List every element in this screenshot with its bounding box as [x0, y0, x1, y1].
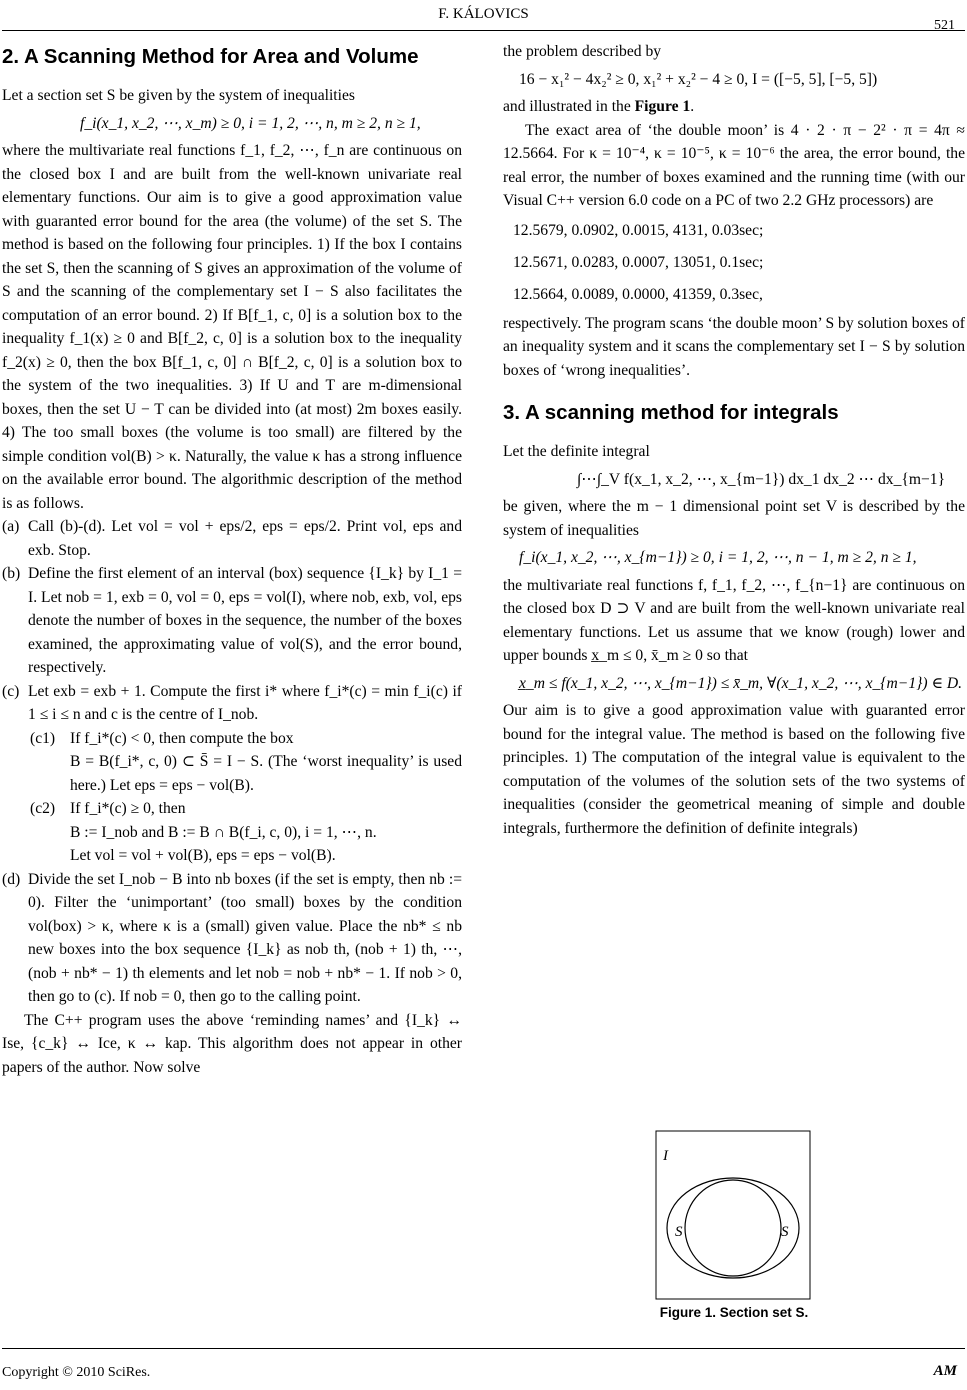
- left-column: [2, 40, 462, 1079]
- result-line: 12.5671, 0.0283, 0.0007, 13051, 0.1sec;: [513, 253, 764, 271]
- label-S-left: S: [675, 1224, 683, 1240]
- page-footer: [2, 1348, 965, 1380]
- label-S-right: S: [781, 1224, 789, 1240]
- paragraph: respectively. The program scans ‘the double moon’ S by solution boxes of an inequality system and it scans the complementary set I − S by solution boxes of ‘wrong inequalities’.: [503, 314, 965, 379]
- algorithm-step-c: (c) Let exb = exb + 1. Compute the first i* where f_i*(c) = min f_i(c) if 1 ≤ i ≤ n and c is the centre of I_nob.: [2, 682, 462, 723]
- equation: ∫⋯∫_V f(x_1, x_2, ⋯, x_{m−1}) dx_1 dx_2 ⋯ dx_{m−1}: [577, 470, 946, 488]
- result-line: 12.5679, 0.0902, 0.0015, 4131, 0.03sec;: [513, 221, 764, 239]
- result-line: 12.5664, 0.0089, 0.0000, 41359, 0.3sec,: [513, 285, 763, 303]
- algorithm-step-c1: (c1) If f_i*(c) < 0, then compute the box B = B(f_i*, c, 0) ⊂ S̄ = I − S. (The ‘worst inequality’ is used here.) Let eps = eps − vol(B).: [30, 729, 462, 794]
- outer-ellipse: [667, 1178, 799, 1278]
- section-3-title: 3. A scanning method for integrals: [503, 401, 839, 424]
- header-rule: [2, 30, 965, 31]
- figure-reference: Figure 1: [634, 98, 691, 115]
- section-2-title: 2. A Scanning Method for Area and Volume: [2, 45, 419, 68]
- inner-circle: [685, 1180, 781, 1276]
- paragraph: The exact area of ‘the double moon’ is 4 · 2 · π − 2² · π = 4π ≈ 12.5664. For κ = 10⁻⁴, κ = 10⁻⁵, κ = 10⁻⁶ the area, the error bound, the real error, the number of boxes examined and the running time (with our Visual C++ version 6.0 code on a PC of two 2.2 GHz processors) are: [503, 121, 965, 209]
- figure-1: [655, 1130, 811, 1300]
- algorithm-step-c2: (c2) If f_i*(c) ≥ 0, then B := I_nob and B := B ∩ B(f_i, c, 0), i = 1, ⋯, n. Let vol = vol + vol(B), eps = eps − vol(B).: [30, 800, 377, 864]
- label-I: I: [663, 1148, 668, 1164]
- equation: x̲_m ≤ f(x_1, x_2, ⋯, x_{m−1}) ≤ x̄_m, ∀(x_1, x_2, ⋯, x_{m−1}) ∈ D.: [519, 674, 963, 692]
- paragraph: Let a section set S be given by the system of inequalities: [2, 87, 355, 104]
- equation: f_i(x_1, x_2, ⋯, x_{m−1}) ≥ 0, i = 1, 2, ⋯, n − 1, m ≥ 2, n ≥ 1,: [519, 549, 917, 566]
- journal-abbrev: AM: [933, 1363, 957, 1379]
- algorithm-step-b: (b) Define the first element of an interval (box) sequence {I_k} by I_1 = I. Let nob = 1, exb = 0, vol = 0, eps = vol(I), where nob, exb, vol, eps denote the number of boxes in the sequence, the number of the boxes examined, the approximating value of vol(S), and the error bound, respectively.: [2, 565, 462, 676]
- algorithm-step-a: (a) Call (b)-(d). Let vol = vol + eps/2, eps = eps/2. Print vol, eps and exb. Stop.: [2, 518, 462, 559]
- equation: f_i(x_1, x_2, ⋯, x_m) ≥ 0, i = 1, 2, ⋯, n, m ≥ 2, n ≥ 1,: [80, 114, 421, 132]
- running-author: F. KÁLOVICS: [438, 6, 529, 22]
- paragraph: be given, where the m − 1 dimensional point set V is described by the system of inequalities: [503, 498, 965, 539]
- right-column: [503, 40, 965, 840]
- equation: 16 − x₁² − 4x₂² ≥ 0, x₁² + x₂² − 4 ≥ 0, I = ([−5, 5], [−5, 5]): [519, 70, 878, 88]
- figure-caption: Figure 1. Section set S.: [659, 1305, 809, 1320]
- page-header: [0, 2, 967, 33]
- paragraph: the problem described by: [503, 43, 662, 60]
- page-number: 521: [934, 18, 955, 33]
- paragraph: where the multivariate real functions f_1, f_2, ⋯, f_n are continuous on the closed box I and are built from the well-known univariate real elementary functions. Our aim is to give a good approximation value with guaranted error bound for the area (the volume) of the set S. The method is based on the following four principles. 1) If the box I contains the set S, then the scanning of S gives an approximation of the volume of S and the scanning of the complementary set I − S also facilitates the computation of an error bound. 2) If B[f_1, c, 0] is a solution box to the inequality f_1(x) ≥ 0 and B[f_2, c, 0] is a solution box to the inequality f_2(x) ≥ 0, then the box B[f_1, c, 0] ∩ B[f_2, c, 0] is a solution box to the system of the two inequalities. 3) If U and T are m-dimensional boxes, then the set U − T can be divided into (at most) 2m boxes easily. 4) The too small boxes (the volume is too small) are filtered by the simple condition vol(B) > κ. Naturally, the value κ has a strong influence on the available error bound. The algorithmic description of the method is as follows.: [2, 142, 462, 512]
- paragraph: Let the definite integral: [503, 443, 650, 460]
- copyright: Copyright © 2010 SciRes.: [2, 1365, 151, 1380]
- paragraph: Our aim is to give a good approximation value with guaranted error bound for the integral value. The method is based on the following five principles. 1) The computation of the integral value is equivalent to the computation of the volumes of the solution sets of the two systems of inequalities (consider the geometrical meaning of simple and double integrals, furthermore the definition of definite integrals): [503, 702, 965, 837]
- algorithm-step-d: (d) Divide the set I_nob − B into nb boxes (if the set is empty, then nb := 0). Filter the ‘unimportant’ (too small) boxes by the condition vol(box) > κ, where κ is a (small) given value. Place the nb* ≤ nb new boxes into the box sequence {I_k} as nob th, (nob + 1) th, ⋯, (nob + nb* − 1) th elements and let nob = nob + nb* − 1. If nob > 0, then go to (c). If nob = 0, then go to the calling point.: [2, 870, 462, 1005]
- box-I: [656, 1131, 810, 1299]
- paragraph: and illustrated in the Figure 1.: [503, 98, 695, 115]
- paragraph: The C++ program uses the above ‘reminding names’ and {I_k} ↔ Ise, {c_k} ↔ Ice, κ ↔ kap. This algorithm does not appear in other papers of the author. Now solve: [2, 1011, 462, 1076]
- paragraph: the multivariate real functions f, f_1, f_2, ⋯, f_{n−1} are continuous on the closed box D ⊃ V and are built from the well-known univariate real elementary functions. Let us assume that we know (rough) lower and upper bounds x̲_m ≤ 0, x̄_m ≥ 0 so that: [503, 576, 965, 664]
